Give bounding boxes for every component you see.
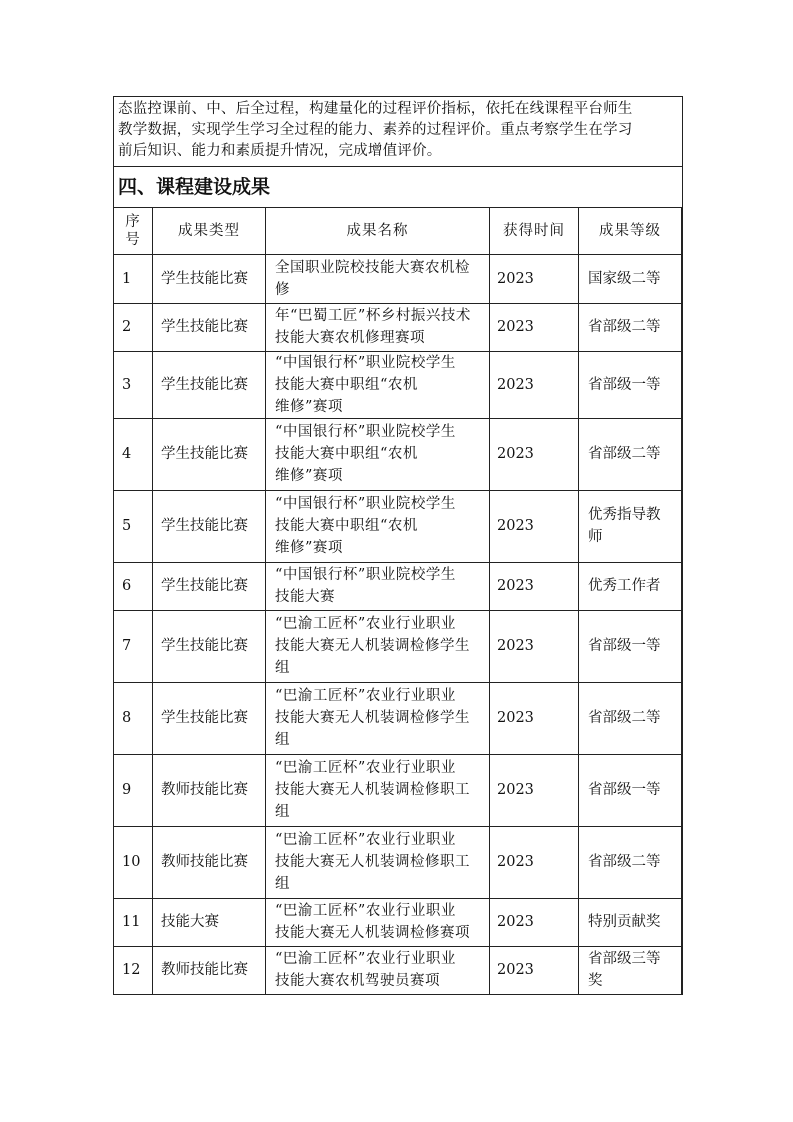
- cell-level: [579, 946, 682, 994]
- table-row: [114, 351, 682, 418]
- cell-name: [266, 351, 490, 418]
- header-level: 成果等级: [579, 208, 682, 254]
- cell-level-text: 师: [588, 529, 603, 545]
- cell-name-text: 组: [275, 804, 290, 820]
- cell-name-text: 技能大赛中职组“农机: [275, 446, 418, 462]
- cell-level-text: 省部级一等: [588, 376, 661, 393]
- cell-name-text: “巴渝工匠杯”农业行业职业: [275, 903, 456, 919]
- cell-level: [579, 682, 682, 754]
- cell-no: [114, 490, 153, 562]
- cell-time-text: 2023: [497, 782, 534, 798]
- cell-type: [153, 610, 266, 682]
- cell-no-text: 6: [122, 578, 132, 594]
- cell-time: [490, 254, 579, 303]
- cell-name-text: 技能大赛: [275, 589, 335, 605]
- cell-name-text: 技能大赛无人机装调检修赛项: [275, 925, 470, 941]
- cell-name-text: 组: [275, 732, 290, 748]
- document-frame: [113, 96, 683, 995]
- cell-name-text: “中国银行杯”职业院校学生: [275, 496, 456, 512]
- cell-name: [266, 562, 490, 610]
- cell-type: [153, 490, 266, 562]
- cell-name-text: “巴渝工匠杯”农业行业职业: [275, 951, 456, 967]
- header-time: 获得时间: [490, 208, 579, 254]
- cell-no: [114, 826, 153, 898]
- cell-level-text: 特别贡献奖: [588, 914, 661, 930]
- table-body: [114, 254, 682, 994]
- cell-level: [579, 254, 682, 303]
- cell-type: [153, 351, 266, 418]
- cell-level: [579, 754, 682, 826]
- cell-time-text: 2023: [497, 376, 534, 393]
- cell-level: [579, 303, 682, 351]
- cell-name-text: 修: [275, 281, 290, 298]
- cell-time-text: 2023: [497, 518, 534, 534]
- cell-time-text: 2023: [497, 962, 534, 978]
- cell-no-text: 11: [122, 914, 141, 930]
- cell-type-text: 学生技能比赛: [161, 518, 248, 534]
- cell-no: [114, 254, 153, 303]
- cell-type: [153, 418, 266, 490]
- cell-level: [579, 610, 682, 682]
- cell-time-text: 2023: [497, 710, 534, 726]
- cell-type-text: 学生技能比赛: [161, 710, 248, 726]
- cell-name-text: 组: [275, 876, 290, 892]
- cell-no: [114, 303, 153, 351]
- cell-type: [153, 562, 266, 610]
- cell-no-text: 7: [122, 638, 132, 654]
- cell-type-text: 教师技能比赛: [161, 854, 248, 870]
- cell-time: [490, 490, 579, 562]
- cell-time: [490, 303, 579, 351]
- cell-name-text: 维修”赛项: [275, 398, 343, 415]
- intro-line: 前后知识、能力和素质提升情况，完成增值评价。: [118, 143, 442, 159]
- cell-name: [266, 610, 490, 682]
- table-row: [114, 490, 682, 562]
- table-row: [114, 562, 682, 610]
- cell-name-text: 维修”赛项: [275, 540, 343, 556]
- cell-no: [114, 418, 153, 490]
- header-no-line1: 序: [125, 213, 141, 230]
- cell-name-text: “巴渝工匠杯”农业行业职业: [275, 760, 456, 776]
- cell-type: [153, 826, 266, 898]
- cell-type-text: 教师技能比赛: [161, 782, 248, 798]
- cell-time-text: 2023: [497, 578, 534, 594]
- cell-name-text: 技能大赛无人机装调检修职工: [275, 854, 470, 870]
- cell-name: [266, 682, 490, 754]
- cell-no-text: 5: [122, 518, 132, 534]
- cell-time-text: 2023: [497, 638, 534, 654]
- achievements-table: [113, 208, 682, 995]
- cell-name-text: 组: [275, 660, 290, 676]
- cell-level-text: 省部级一等: [588, 782, 661, 798]
- section-title: 四、课程建设成果: [114, 167, 682, 208]
- cell-time-text: 2023: [497, 319, 534, 335]
- cell-level-text: 优秀指导教: [588, 507, 661, 523]
- cell-type-text: 学生技能比赛: [161, 578, 248, 594]
- cell-type: [153, 254, 266, 303]
- cell-type-text: 学生技能比赛: [161, 446, 248, 462]
- cell-no-text: 2: [122, 319, 132, 335]
- cell-name-text: 技能大赛无人机装调检修学生: [275, 638, 470, 654]
- cell-name-text: “中国银行杯”职业院校学生: [275, 354, 456, 371]
- cell-no: [114, 610, 153, 682]
- cell-no-text: 1: [122, 270, 132, 287]
- cell-name: [266, 490, 490, 562]
- cell-type-text: 教师技能比赛: [161, 962, 248, 978]
- cell-type: [153, 946, 266, 994]
- cell-no: [114, 682, 153, 754]
- header-name: 成果名称: [266, 208, 490, 254]
- intro-line: 教学数据，实现学生学习全过程的能力、素养的过程评价。重点考察学生在学习: [118, 122, 633, 138]
- cell-time: [490, 682, 579, 754]
- cell-type-text: 技能大赛: [161, 914, 219, 930]
- cell-type-text: 学生技能比赛: [161, 270, 248, 287]
- cell-level-text: 奖: [588, 973, 603, 989]
- intro-line: 态监控课前、中、后全过程，构建量化的过程评价指标，依托在线课程平台师生: [118, 101, 633, 117]
- cell-type-text: 学生技能比赛: [161, 376, 248, 393]
- cell-name-text: 维修”赛项: [275, 468, 343, 484]
- cell-no-text: 3: [122, 376, 132, 393]
- table-row: [114, 898, 682, 946]
- cell-name-text: “中国银行杯”职业院校学生: [275, 567, 456, 583]
- cell-name-text: 技能大赛中职组“农机: [275, 376, 418, 393]
- table-row: [114, 754, 682, 826]
- cell-time: [490, 754, 579, 826]
- cell-name-text: 技能大赛无人机装调检修职工: [275, 782, 470, 798]
- cell-level-text: 国家级二等: [588, 270, 661, 287]
- cell-time: [490, 946, 579, 994]
- cell-time: [490, 562, 579, 610]
- cell-no: [114, 898, 153, 946]
- header-type: 成果类型: [153, 208, 266, 254]
- cell-no: [114, 946, 153, 994]
- cell-level-text: 省部级三等: [588, 951, 661, 967]
- cell-level: [579, 898, 682, 946]
- cell-level: [579, 562, 682, 610]
- cell-time: [490, 610, 579, 682]
- cell-name: [266, 898, 490, 946]
- cell-no: [114, 754, 153, 826]
- cell-level-text: 省部级二等: [588, 710, 661, 726]
- cell-name-text: 技能大赛农机修理赛项: [275, 330, 425, 346]
- cell-level: [579, 418, 682, 490]
- intro-paragraph: [114, 97, 682, 167]
- cell-no: [114, 562, 153, 610]
- cell-name-text: 全国职业院校技能大赛农机检: [275, 259, 470, 276]
- cell-no-text: 8: [122, 710, 132, 726]
- table-row: [114, 303, 682, 351]
- cell-no: [114, 351, 153, 418]
- cell-time: [490, 418, 579, 490]
- cell-time: [490, 826, 579, 898]
- table-row: [114, 418, 682, 490]
- cell-type-text: 学生技能比赛: [161, 638, 248, 654]
- cell-level-text: 省部级二等: [588, 854, 661, 870]
- cell-no-text: 4: [122, 446, 132, 462]
- table-header-row: [114, 208, 682, 254]
- cell-no-text: 12: [122, 962, 141, 978]
- table-row: [114, 610, 682, 682]
- cell-time-text: 2023: [497, 270, 534, 287]
- table-row: [114, 826, 682, 898]
- cell-name: [266, 418, 490, 490]
- cell-type: [153, 682, 266, 754]
- cell-no-text: 10: [122, 854, 141, 870]
- cell-time-text: 2023: [497, 854, 534, 870]
- cell-name: [266, 754, 490, 826]
- cell-level: [579, 826, 682, 898]
- cell-time-text: 2023: [497, 914, 534, 930]
- cell-level-text: 省部级二等: [588, 446, 661, 462]
- cell-name: [266, 254, 490, 303]
- cell-name: [266, 826, 490, 898]
- cell-name-text: 技能大赛无人机装调检修学生: [275, 710, 470, 726]
- header-no: [114, 208, 153, 254]
- cell-name-text: 技能大赛中职组“农机: [275, 518, 418, 534]
- cell-level: [579, 490, 682, 562]
- header-no-line2: 号: [125, 231, 141, 248]
- cell-type: [153, 898, 266, 946]
- cell-time: [490, 898, 579, 946]
- cell-name: [266, 946, 490, 994]
- cell-level-text: 优秀工作者: [588, 578, 661, 594]
- cell-type: [153, 754, 266, 826]
- cell-type: [153, 303, 266, 351]
- cell-type-text: 学生技能比赛: [161, 319, 248, 335]
- cell-name-text: “巴渝工匠杯”农业行业职业: [275, 832, 456, 848]
- cell-name-text: “巴渝工匠杯”农业行业职业: [275, 616, 456, 632]
- table-row: [114, 254, 682, 303]
- cell-time: [490, 351, 579, 418]
- cell-level: [579, 351, 682, 418]
- cell-level-text: 省部级二等: [588, 319, 661, 335]
- cell-level-text: 省部级一等: [588, 638, 661, 654]
- cell-name-text: 年“巴蜀工匠”杯乡村振兴技术: [275, 308, 471, 324]
- cell-time-text: 2023: [497, 446, 534, 462]
- table-row: [114, 946, 682, 994]
- cell-name: [266, 303, 490, 351]
- table-row: [114, 682, 682, 754]
- cell-name-text: “巴渝工匠杯”农业行业职业: [275, 688, 456, 704]
- cell-no-text: 9: [122, 782, 132, 798]
- cell-name-text: “中国银行杯”职业院校学生: [275, 424, 456, 440]
- cell-name-text: 技能大赛农机驾驶员赛项: [275, 973, 440, 989]
